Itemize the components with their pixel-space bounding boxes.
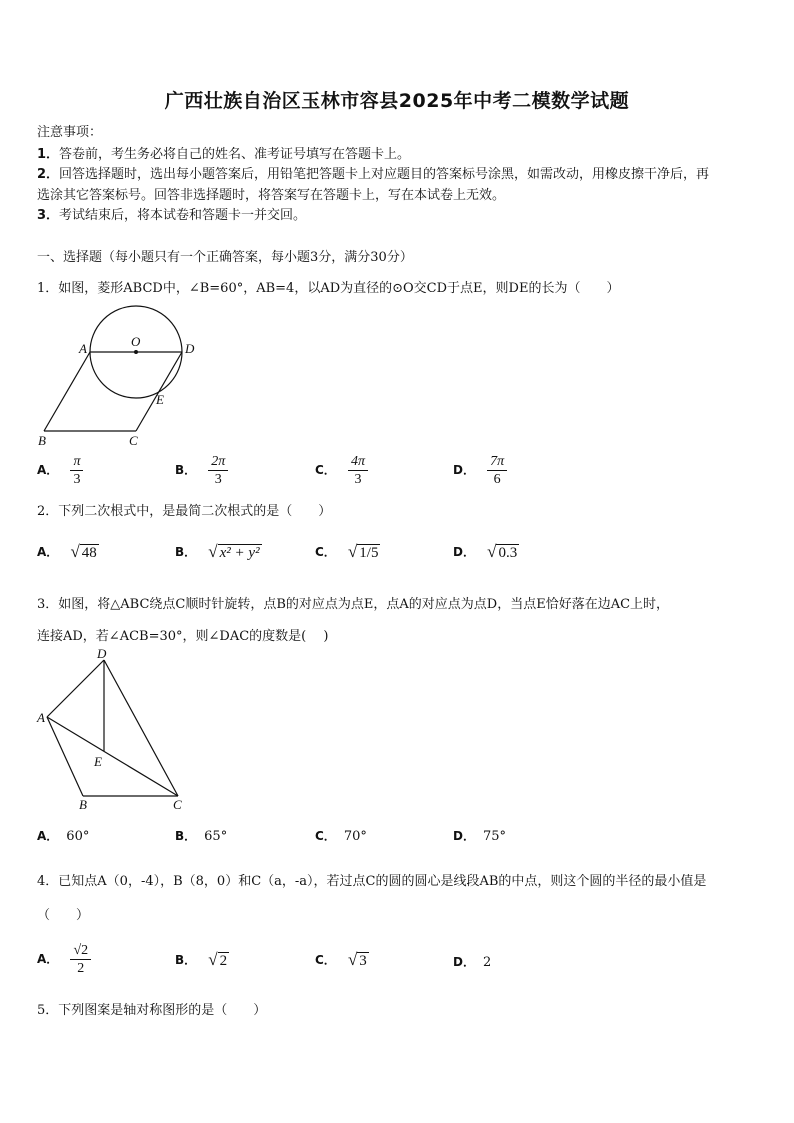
option-label: B． [175, 829, 197, 843]
option-label: D． [453, 955, 475, 969]
option-label: C． [315, 952, 336, 967]
page-title: 广西壮族自治区玉林市容县2025年中考二模数学试题 [164, 90, 630, 112]
question-4 [37, 870, 706, 889]
radicand: 2 [219, 953, 228, 969]
segment-ad [47, 660, 104, 717]
radical: √ 3 [347, 950, 367, 969]
option-label: C． [315, 544, 336, 559]
q1-option-d[interactable] [453, 453, 507, 488]
option-label: A． [37, 952, 59, 966]
option-label: D． [453, 544, 475, 559]
q1-option-a[interactable] [37, 453, 83, 488]
q1-figure [30, 300, 210, 450]
radical: √ 0.3 [487, 542, 518, 561]
q4-option-a[interactable] [37, 942, 91, 977]
note-number: 2． [37, 167, 60, 182]
fraction [208, 453, 228, 488]
radicand: x² + y² [219, 545, 260, 561]
question-text: 已知点A（0，-4），B（8，0）和C（a，-a），若过点C的圆的圆心是线段AB的中点，则这个圆的半径的最小值是 [58, 874, 707, 889]
option-label: C． [315, 829, 336, 843]
denominator: 3 [73, 472, 81, 487]
label-o: O [131, 334, 141, 349]
section-heading: 一、选择题（每小题只有一个正确答案，每小题3分，满分30分） [37, 250, 413, 265]
question-number: 3． [37, 597, 59, 612]
option-label: D． [453, 463, 475, 477]
note-item [37, 184, 505, 203]
option-label: D． [453, 829, 475, 843]
question-number: 1． [37, 281, 59, 296]
label-b: B [79, 797, 87, 812]
radicand: 3 [359, 953, 367, 969]
numerator: 4π [348, 453, 368, 471]
q2-option-b[interactable] [175, 542, 262, 562]
option-label: B． [175, 463, 197, 477]
segment-ab [44, 352, 90, 431]
option-label: A． [37, 829, 59, 843]
label-b: B [38, 433, 46, 448]
option-value: 2 [482, 955, 492, 970]
note-item [37, 143, 410, 162]
fraction [487, 453, 507, 488]
segment-dc [104, 660, 178, 796]
q3-option-c[interactable] [315, 827, 367, 844]
fraction [348, 453, 368, 488]
label-e: E [156, 392, 164, 407]
radicand: 0.3 [498, 545, 518, 561]
option-value: 65° [204, 829, 228, 844]
option-label: A． [37, 544, 59, 559]
q2-option-a[interactable] [37, 542, 99, 562]
label-c: C [129, 433, 138, 448]
note-text: 选涂其它答案标号。回答非选择题时，将答案写在答题卡上，写在本试卷上无效。 [37, 188, 506, 203]
note-item [37, 163, 709, 182]
question-1 [37, 277, 619, 296]
q2-option-c[interactable] [315, 542, 380, 562]
note-number: 3． [37, 208, 60, 223]
radical: √ 1/5 [347, 542, 379, 561]
q4-option-c[interactable] [315, 950, 369, 970]
denominator: 6 [493, 472, 501, 487]
label-d: D [97, 646, 107, 661]
question-text: （ ） [37, 908, 90, 923]
numerator: 7π [487, 453, 507, 471]
question-number: 5． [37, 1003, 59, 1018]
option-value: 75° [482, 829, 507, 844]
option-label: B． [175, 544, 197, 559]
q4-option-b[interactable] [175, 950, 229, 970]
numerator: π [70, 453, 83, 471]
note-item [37, 204, 306, 223]
q3-option-b[interactable] [175, 827, 227, 844]
option-value: 70° [343, 829, 367, 844]
denominator: 2 [77, 961, 85, 976]
label-d: D [185, 341, 195, 356]
option-label: A． [37, 463, 59, 477]
numerator: √2 [70, 942, 91, 960]
denominator: 3 [354, 472, 362, 487]
fraction [70, 453, 83, 488]
question-number: 2． [37, 504, 59, 519]
option-value: 60° [66, 829, 90, 844]
question-text: 下列图案是轴对称图形的是（ ） [58, 1003, 267, 1018]
q2-option-d[interactable] [453, 542, 519, 562]
segment-ac [47, 717, 178, 796]
q4-option-d[interactable] [453, 953, 491, 970]
radicand: 48 [81, 545, 97, 561]
note-text: 考试结束后，将本试卷和答题卡一并交回。 [59, 208, 307, 223]
note-text: 回答选择题时，选出每小题答案后，用铅笔把答题卡上对应题目的答案标号涂黑，如需改动，用橡皮擦干净后，再 [59, 167, 710, 182]
question-3 [37, 593, 669, 612]
center-point [134, 350, 138, 354]
radical: √ 2 [208, 950, 228, 969]
question-text: 连接AD，若∠ACB=30°，则∠DAC的度数是( ) [37, 629, 329, 644]
question-text: 如图，菱形ABCD中，∠B=60°，AB=4，以AD为直径的⊙O交CD于点E，则DE的长为（ ） [58, 281, 620, 296]
note-number: 1． [37, 147, 60, 162]
question-number: 4． [37, 874, 59, 889]
radical: √ 48 [70, 542, 97, 561]
radical: √ x² + y² [208, 542, 260, 561]
note-text: 答卷前，考生务必将自己的姓名、准考证号填写在答题卡上。 [59, 147, 411, 162]
question-2 [37, 500, 331, 519]
label-c: C [173, 797, 182, 812]
question-5 [37, 999, 266, 1018]
label-a: A [37, 710, 45, 725]
option-label: B． [175, 952, 197, 967]
label-a: A [79, 341, 87, 356]
question-4-continued [37, 904, 89, 923]
segment-ab [47, 717, 83, 796]
q3-option-d[interactable] [453, 827, 506, 844]
q1-option-c[interactable] [315, 453, 368, 488]
fraction [70, 942, 91, 977]
option-label: C． [315, 463, 336, 477]
notes-heading: 注意事项： [37, 125, 103, 140]
question-text: 如图，将△ABC绕点C顺时针旋转，点B的对应点为点E，点A的对应点为点D，当点E恰好落在边AC上时， [58, 597, 670, 612]
question-3-continued [37, 625, 328, 644]
question-text: 下列二次根式中，是最简二次根式的是（ ） [58, 504, 332, 519]
label-e: E [94, 754, 102, 769]
q3-option-a[interactable] [37, 827, 89, 844]
q1-option-b[interactable] [175, 453, 228, 488]
denominator: 3 [214, 472, 222, 487]
radicand: 1/5 [359, 545, 379, 561]
q3-figure [30, 645, 200, 815]
numerator: 2π [208, 453, 228, 471]
